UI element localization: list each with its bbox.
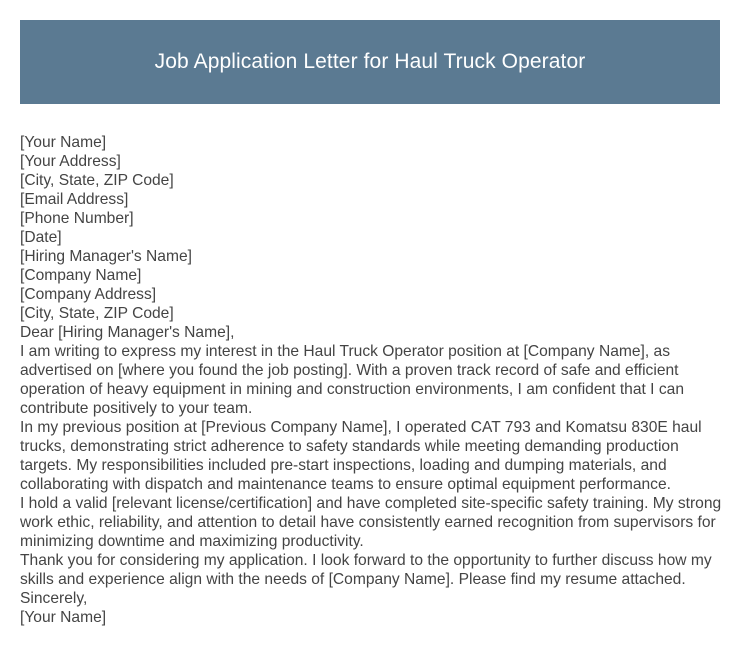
recipient-city-state-zip: [City, State, ZIP Code] — [20, 305, 174, 322]
sender-city-state-zip: [City, State, ZIP Code] — [20, 172, 174, 189]
recipient-company-name: [Company Name] — [20, 267, 142, 284]
sender-phone: [Phone Number] — [20, 210, 134, 227]
signature: [Your Name] — [20, 609, 107, 626]
sender-name: [Your Name] — [20, 134, 107, 151]
sender-email: [Email Address] — [20, 191, 129, 208]
paragraph-intro: I am writing to express my interest in the Haul Truck Operator position at [Company Name], as advertised on [where you found the job posting]. With a proven track record of safe and efficient operation of heavy equipment in mining and construction environments, I am confident that I can contribute positively to your team. — [20, 343, 684, 417]
paragraph-closing: Thank you for considering my application. I look forward to the opportunity to further discuss how my skills and experience align with the needs of [Company Name]. Please find my resume attached. — [20, 552, 712, 588]
letter-date: [Date] — [20, 229, 62, 246]
paragraph-experience: In my previous position at [Previous Company Name], I operated CAT 793 and Komatsu 830E haul trucks, demonstrating strict adherence to safety standards while meeting demanding production targets. My responsibilities included pre-start inspections, loading and dumping materials, and collaborating with dispatch and maintenance teams to ensure optimal equipment performance. — [20, 419, 702, 493]
sender-address: [Your Address] — [20, 153, 121, 170]
paragraph-qualifications: I hold a valid [relevant license/certification] and have completed site-specific safety training. My strong work ethic, reliability, and attention to detail have consistently earned recognition from supervisors for minimizing downtime and maximizing productivity. — [20, 495, 722, 550]
title-banner — [20, 20, 720, 104]
closing: Sincerely, — [20, 590, 88, 607]
page-title: Job Application Letter for Haul Truck Operator — [154, 50, 586, 73]
recipient-company-address: [Company Address] — [20, 286, 157, 303]
recipient-block — [20, 247, 722, 323]
letter-body — [20, 133, 722, 627]
salutation: Dear [Hiring Manager's Name], — [20, 324, 235, 341]
sender-block — [20, 133, 722, 228]
recipient-hiring-manager: [Hiring Manager's Name] — [20, 248, 192, 265]
